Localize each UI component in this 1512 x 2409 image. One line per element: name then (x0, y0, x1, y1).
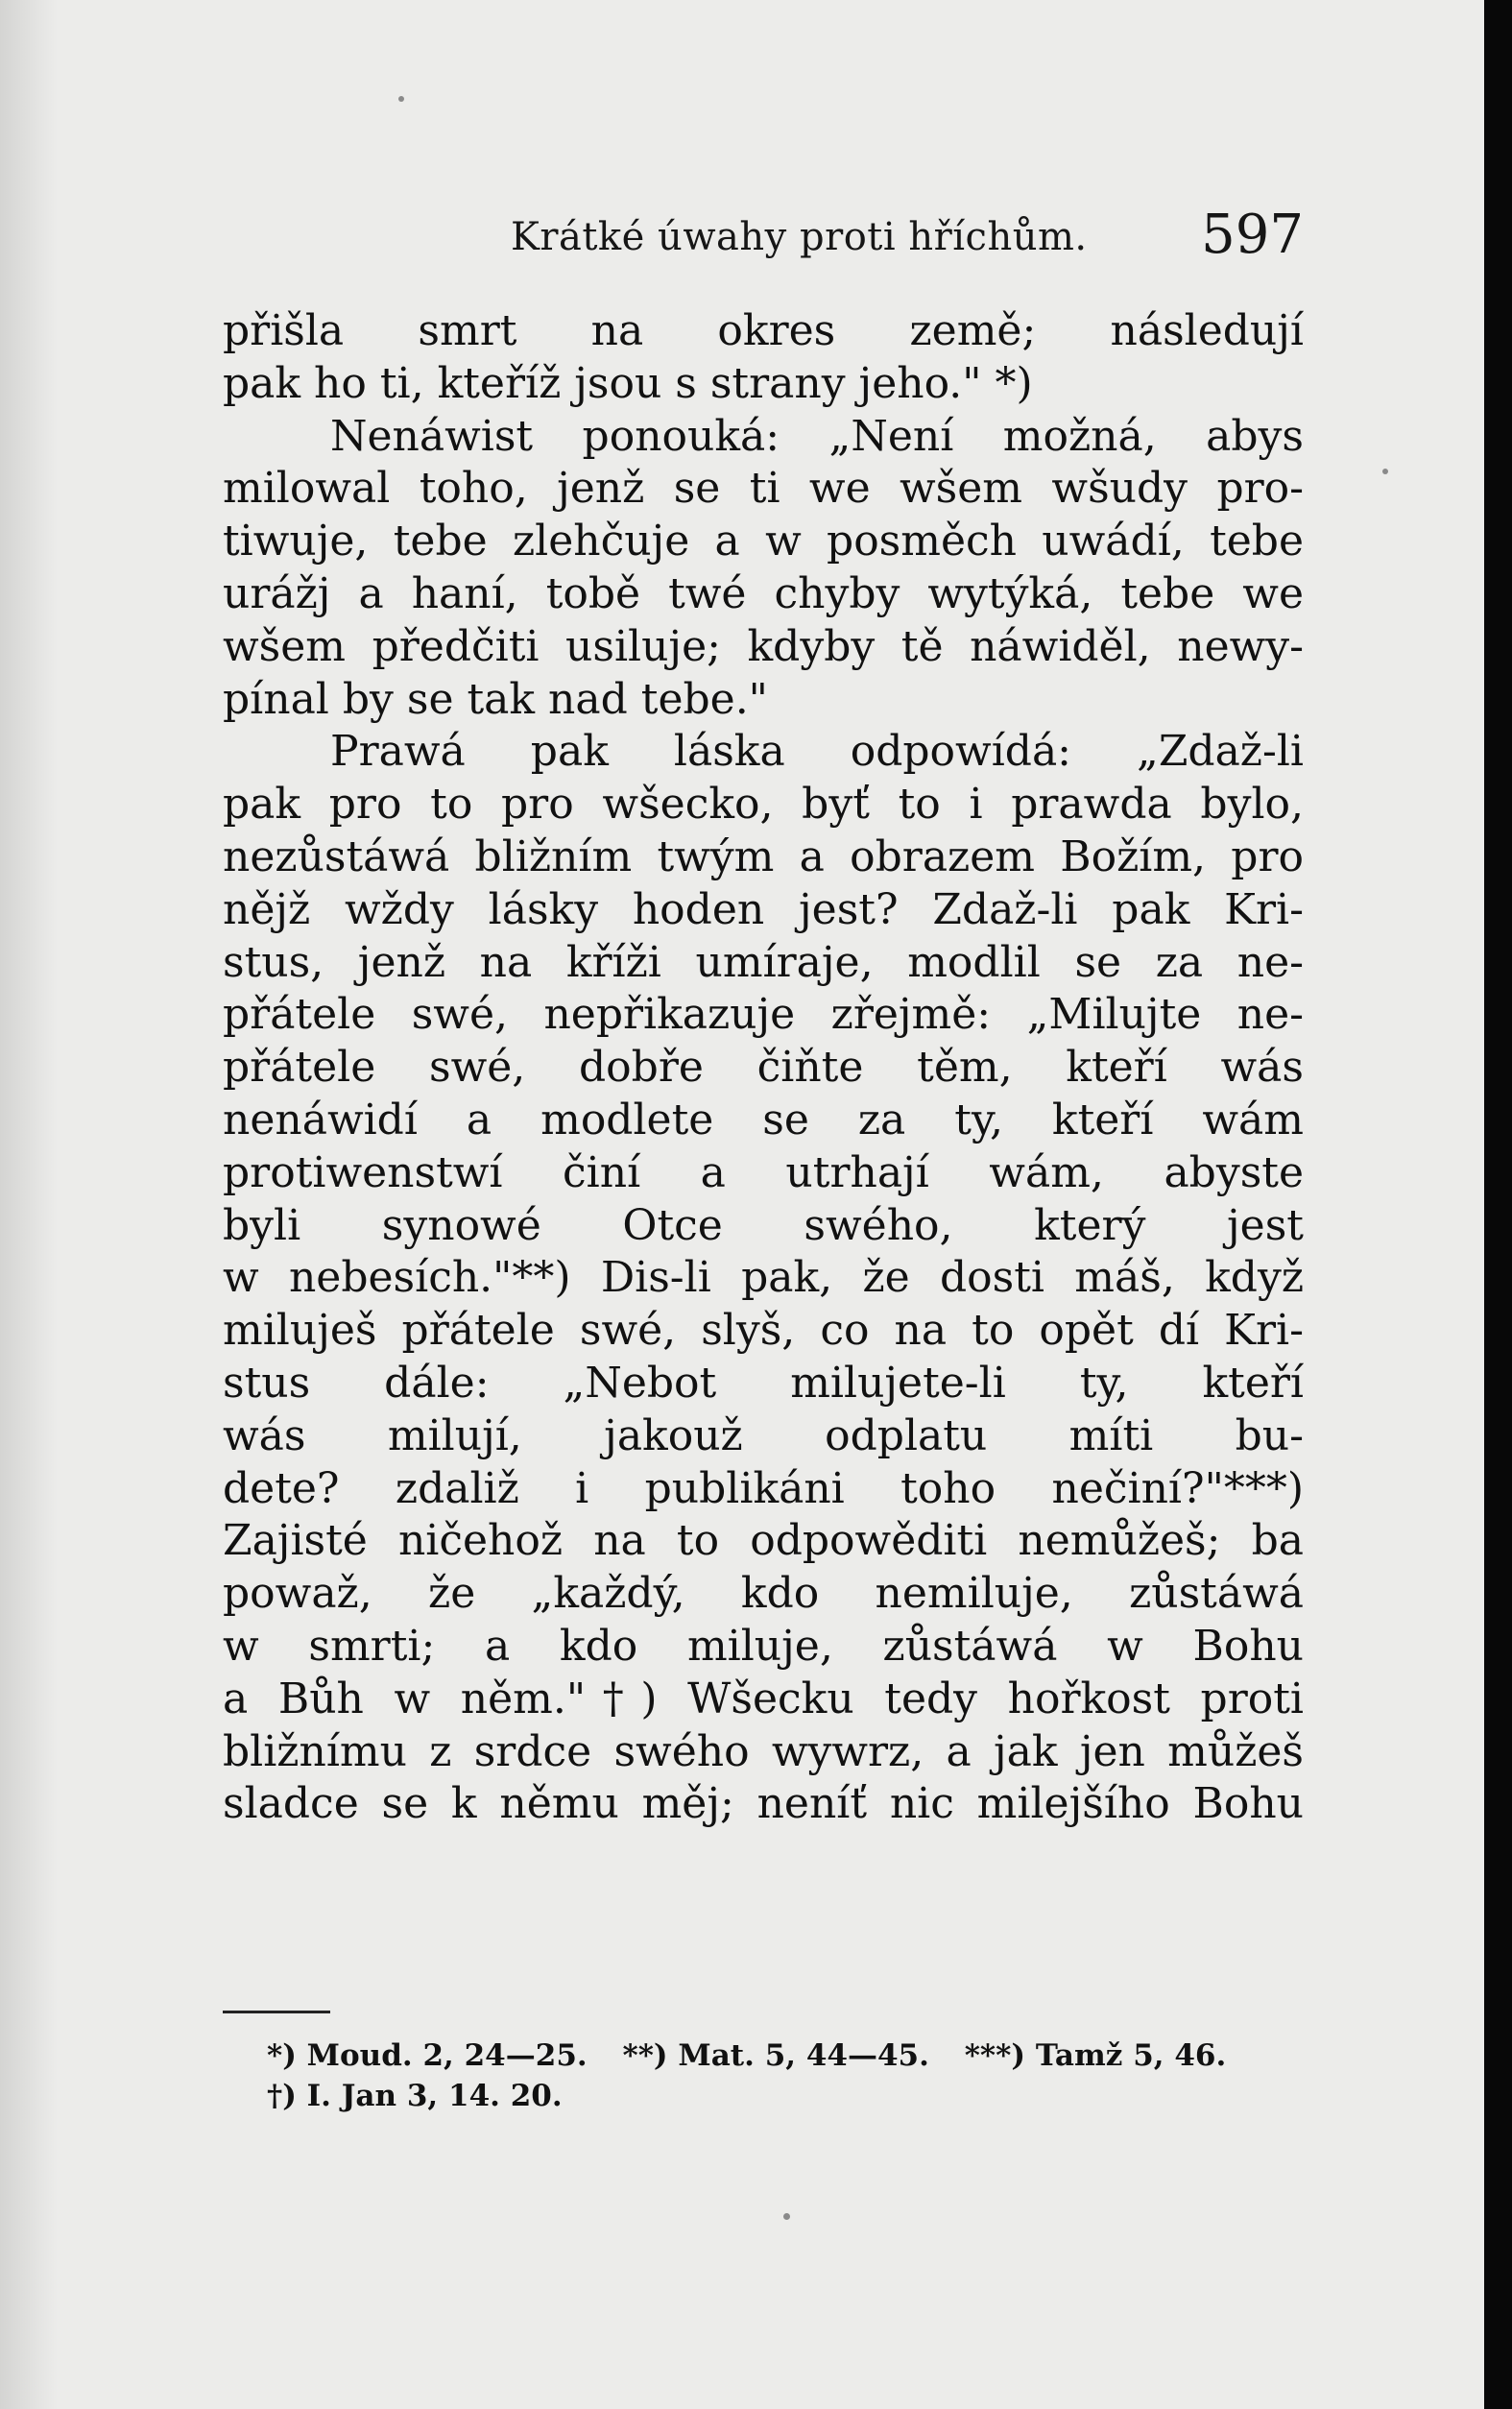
text-line: nezůstáwá bližním twým a obrazem Božím, pro (223, 831, 1304, 881)
footnote: †) I. Jan 3, 14. 20. (267, 2079, 563, 2113)
text-line: urážj a haní, tobě twé chyby wytýká, tebe we (223, 568, 1304, 618)
text-line: Prawá pak láska odpowídá: „Zdaž-li (330, 727, 1304, 777)
paper-speck (783, 2213, 790, 2220)
text-line: tiwuje, tebe zlehčuje a w posměch uwádí, tebe (223, 517, 1304, 566)
footnote: **) Mat. 5, 44—45. (622, 2038, 929, 2073)
text-line: Zajisté ničehož na to odpowěditi nemůžeš; ba (223, 1516, 1304, 1566)
text-line: sladce se k němu měj; neníť nic milejšího Bohu (223, 1779, 1304, 1829)
footnote: ***) Tamž 5, 46. (964, 2038, 1227, 2073)
text-line: wás milují, jakouž odplatu míti bu- (223, 1410, 1304, 1460)
text-line: přišla smrt na okres země; následují (223, 306, 1304, 355)
text-line: milowal toho, jenž se ti we wšem wšudy pro- (223, 464, 1304, 514)
text-line: byli synowé Otce swého, který jest (223, 1200, 1304, 1250)
footnote-rule (223, 2011, 330, 2013)
text-line: přátele swé, dobře čiňte těm, kteří wás (223, 1043, 1304, 1093)
footnote-line (267, 2076, 1304, 2116)
text-line: miluješ přátele swé, slyš, co na to opět dí Kri- (223, 1306, 1304, 1356)
text-line: stus, jenž na kříži umíraje, modlil se za ne- (223, 937, 1304, 987)
paper-speck (1382, 469, 1388, 474)
body-text (223, 305, 1304, 1831)
footnote-line (267, 2036, 1304, 2076)
scan-edge (1484, 0, 1512, 2409)
paper-speck (398, 96, 404, 102)
footnotes (267, 2036, 1304, 2116)
text-line: w nebesích."**) Dis-li pak, že dosti máš, když (223, 1253, 1304, 1303)
text-line: stus dále: „Nebot milujete-li ty, kteří (223, 1358, 1304, 1408)
running-head (223, 202, 1304, 269)
footnote: *) Moud. 2, 24—25. (267, 2038, 588, 2073)
text-line: bližnímu z srdce swého wywrz, a jak jen můžeš (223, 1726, 1304, 1776)
text-line: pínal by se tak nad tebe." (223, 674, 768, 724)
text-line: nějž wždy lásky hoden jest? Zdaž-li pak Kri- (223, 884, 1304, 934)
text-line: přátele swé, nepřikazuje zřejmě: „Milujte ne- (223, 990, 1304, 1040)
page-edge-shadow (0, 0, 58, 2409)
text-line: powaž, že „každý, kdo nemiluje, zůstáwá (223, 1569, 1304, 1619)
text-line: dete? zdaliž i publikáni toho nečiní?"***) (223, 1463, 1304, 1513)
text-line: wšem předčiti usiluje; kdyby tě náwiděl, newy- (223, 621, 1304, 671)
text-line: w smrti; a kdo miluje, zůstáwá w Bohu (223, 1621, 1304, 1671)
running-title: Krátké úwahy proti hříchům. (511, 215, 1088, 259)
text-line: Nenáwist ponouká: „Není možná, abys (330, 411, 1304, 461)
page-number: 597 (1201, 204, 1304, 266)
text-line: nenáwidí a modlete se za ty, kteří wám (223, 1095, 1304, 1144)
text-line: protiwenstwí činí a utrhají wám, abyste (223, 1147, 1304, 1197)
text-line: pak ho ti, kteříž jsou s strany jeho." *) (223, 358, 1033, 408)
text-line: pak pro to pro wšecko, byť to i prawda bylo, (223, 780, 1304, 830)
text-line: a Bůh w něm."†) Wšecku tedy hořkost proti (223, 1674, 1304, 1723)
